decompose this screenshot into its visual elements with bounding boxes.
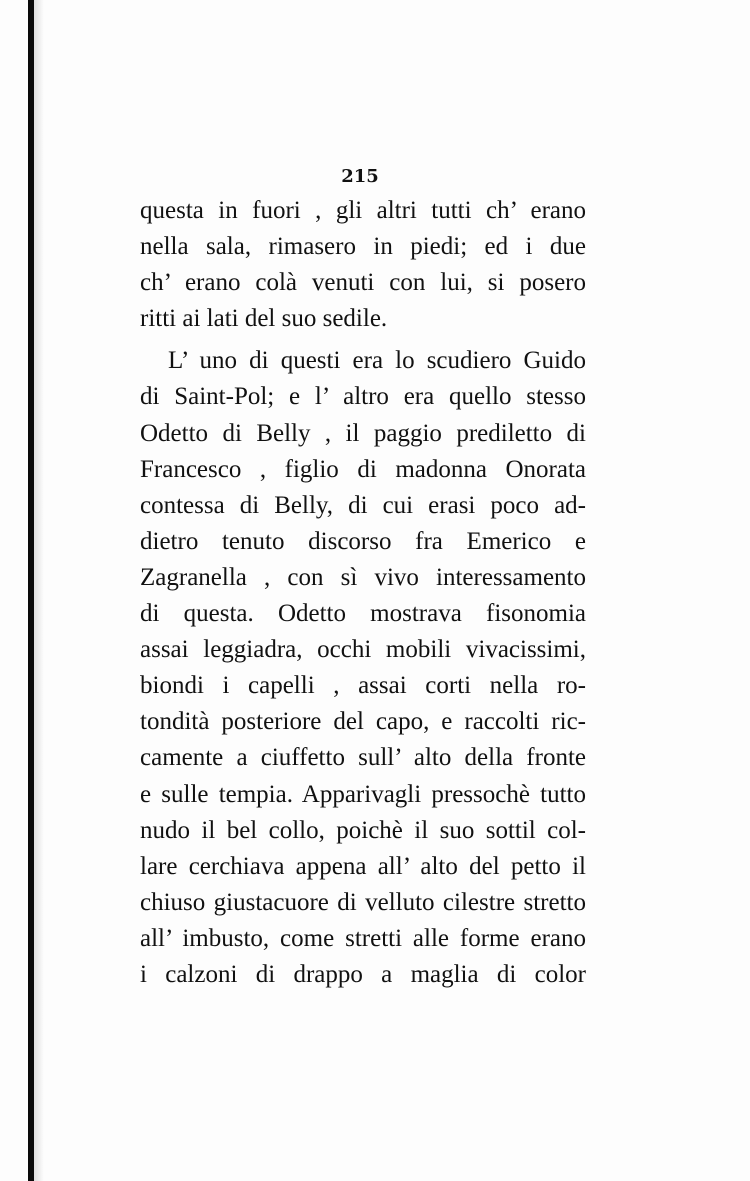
text-line: all’ imbusto, come stretti alle forme erano	[140, 924, 586, 952]
text-line: Odetto di Belly , il paggio prediletto di	[140, 419, 586, 447]
text-line: nudo il bel collo, poichè il suo sottil col-	[140, 816, 586, 844]
text-line: e sulle tempia. Apparivagli pressochè tutto	[140, 780, 586, 808]
body-text	[140, 193, 586, 993]
text-line: ritti ai lati del suo sedile.	[140, 305, 388, 333]
text-line: camente a ciuffetto sull’ alto della fronte	[140, 744, 586, 772]
text-line: assai leggiadra, occhi mobili vivacissimi,	[140, 636, 586, 664]
text-line: di questa. Odetto mostrava fisonomia	[140, 600, 586, 628]
text-line: chiuso giustacuore di velluto cilestre stretto	[140, 888, 586, 916]
text-line: i calzoni di drappo a maglia di color	[140, 960, 586, 988]
binding-shadow	[34, 0, 44, 1181]
text-line: lare cerchiava appena all’ alto del petto il	[140, 852, 586, 880]
page-number: 215	[341, 166, 379, 187]
text-line: di Saint-Pol; e l’ altro era quello stesso	[140, 383, 586, 411]
text-line: L’ uno di questi era lo scudiero Guido	[168, 347, 586, 375]
text-line: biondi i capelli , assai corti nella ro-	[140, 672, 586, 700]
text-line: contessa di Belly, di cui erasi poco ad-	[140, 491, 586, 519]
text-line: ch’ erano colà venuti con lui, si posero	[140, 269, 586, 297]
text-line: tondità posteriore del capo, e raccolti ric-	[140, 708, 586, 736]
text-line: Francesco , figlio di madonna Onorata	[140, 455, 586, 483]
text-line: nella sala, rimasero in piedi; ed i due	[140, 233, 586, 261]
text-line: Zagranella , con sì vivo interessamento	[140, 563, 586, 591]
text-line: dietro tenuto discorso fra Emerico e	[140, 527, 586, 555]
text-line: questa in fuori , gli altri tutti ch’ erano	[140, 197, 586, 224]
